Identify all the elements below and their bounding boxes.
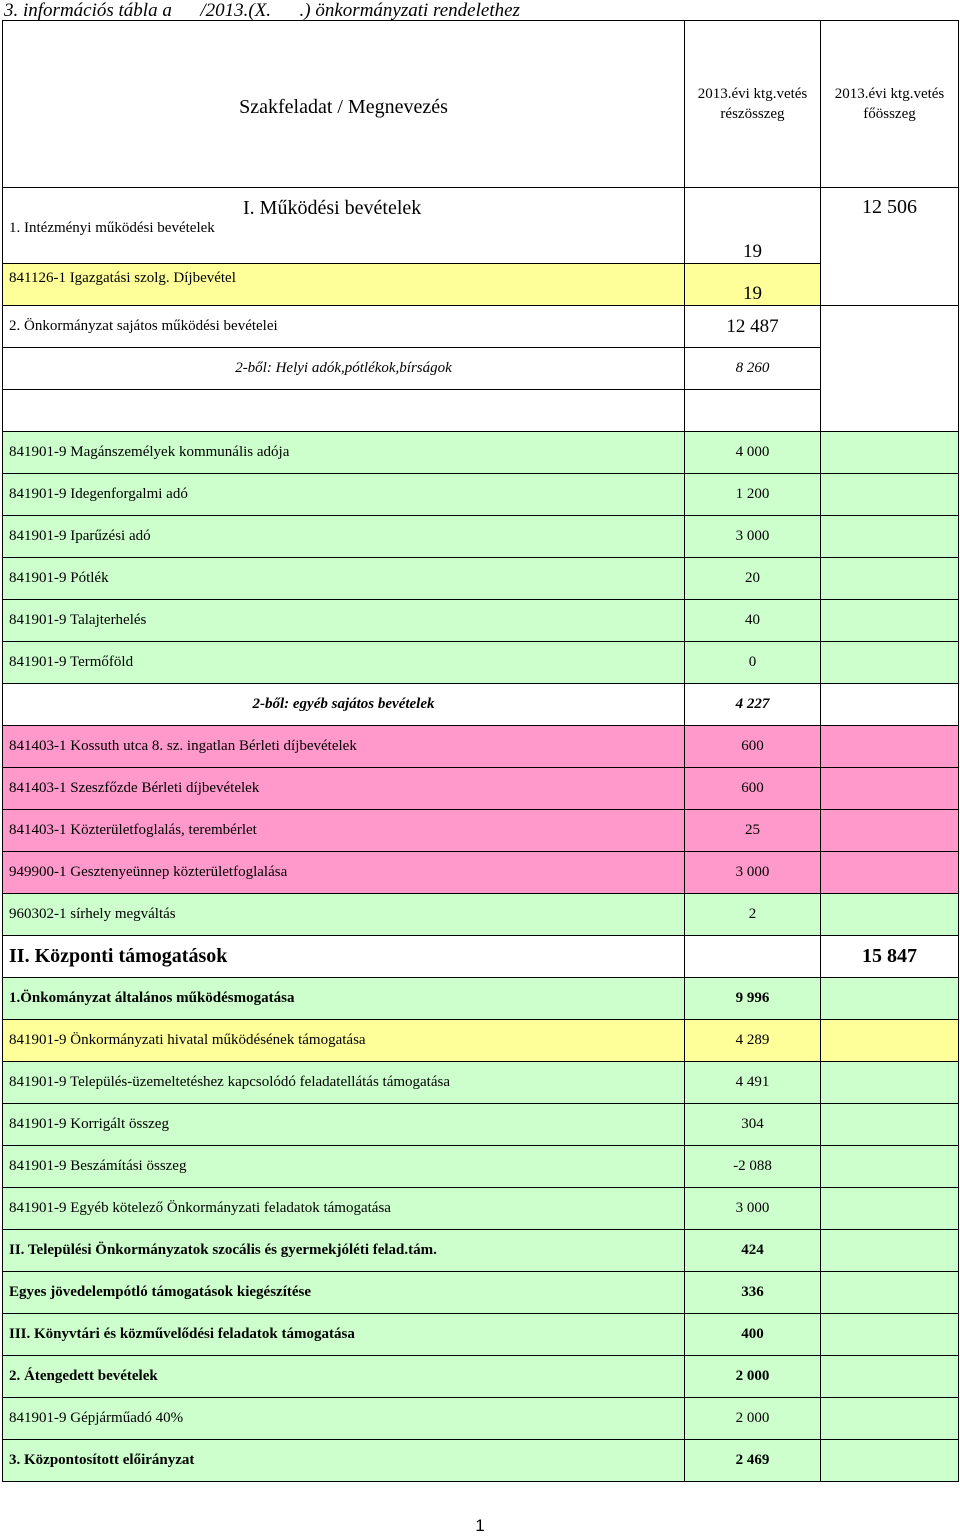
table-row xyxy=(3,1104,959,1146)
budget-table xyxy=(2,20,959,1482)
other-label: 841403-1 Szeszfőzde Bérleti díjbevételek xyxy=(3,768,685,810)
tax-value: 0 xyxy=(685,642,821,684)
other-value: 600 xyxy=(685,768,821,810)
sub2-label: 2-ből: egyéb sajátos bevételek xyxy=(3,684,685,726)
document-title: 3. információs tábla a /2013.(X. .) önkormányzati rendelethez xyxy=(4,0,520,21)
bold-value: 400 xyxy=(685,1314,821,1356)
section2-total: 15 847 xyxy=(821,936,959,978)
bold-label: III. Könyvtári és közművelődési feladatok támogatása xyxy=(3,1314,685,1356)
other-label: 841403-1 Közterületfoglalás, terembérlet xyxy=(3,810,685,852)
support-group-row xyxy=(3,978,959,1020)
tax-label: 841901-9 Termőföld xyxy=(3,642,685,684)
col3-cell xyxy=(821,894,959,936)
support-label: 841901-9 Beszámítási összeg xyxy=(3,1146,685,1188)
col3-cell xyxy=(821,1062,959,1104)
section1-row xyxy=(3,188,959,220)
support-yellow-label: 841901-9 Önkormányzati hivatal működésének támogatása xyxy=(3,1020,685,1062)
col3-cell xyxy=(821,432,959,474)
table-row xyxy=(3,600,959,642)
blank-row xyxy=(3,390,959,432)
tax-value: 40 xyxy=(685,600,821,642)
group1-value: 19 xyxy=(685,220,821,264)
tax-value: 4 000 xyxy=(685,432,821,474)
section1-title: I. Működési bevételek xyxy=(3,188,685,220)
page-number: 1 xyxy=(475,1516,485,1535)
section2-row xyxy=(3,936,959,978)
sub1-label: 2-ből: Helyi adók,pótlékok,bírságok xyxy=(3,348,685,390)
other-label: 841403-1 Kossuth utca 8. sz. ingatlan Bérleti díjbevételek xyxy=(3,726,685,768)
col3-cell xyxy=(821,474,959,516)
other-label: 960302-1 sírhely megváltás xyxy=(3,894,685,936)
last-row xyxy=(3,1440,959,1482)
table-row xyxy=(3,642,959,684)
section2-title: II. Központi támogatások xyxy=(3,936,685,978)
table-row xyxy=(3,852,959,894)
sub1-value: 8 260 xyxy=(685,348,821,390)
col3-cell xyxy=(821,684,959,726)
support-label: 841901-9 Egyéb kötelező Önkormányzati feladatok támogatása xyxy=(3,1188,685,1230)
sub1-row xyxy=(3,348,959,390)
table-row xyxy=(3,474,959,516)
col3-cell xyxy=(821,1146,959,1188)
col3-cell xyxy=(821,1020,959,1062)
col3-cell xyxy=(821,516,959,558)
col3-cell xyxy=(821,978,959,1020)
last-label: 3. Központosított előirányzat xyxy=(3,1440,685,1482)
bold-value: 2 000 xyxy=(685,1356,821,1398)
table-row xyxy=(3,1188,959,1230)
gepjarmu-row xyxy=(3,1398,959,1440)
table-row xyxy=(3,558,959,600)
support-group-label: 1.Önkományzat általános működésmogatása xyxy=(3,978,685,1020)
col3-cell xyxy=(821,1272,959,1314)
group1-item-value: 19 xyxy=(685,264,821,306)
tax-value: 1 200 xyxy=(685,474,821,516)
tax-label: 841901-9 Idegenforgalmi adó xyxy=(3,474,685,516)
bold-value: 424 xyxy=(685,1230,821,1272)
group1-item-label: 841126-1 Igazgatási szolg. Díjbevétel xyxy=(3,264,685,306)
sub2-row xyxy=(3,684,959,726)
col3-cell xyxy=(821,810,959,852)
tax-value: 20 xyxy=(685,558,821,600)
table-row xyxy=(3,810,959,852)
table-row xyxy=(3,1230,959,1272)
other-value: 2 xyxy=(685,894,821,936)
tax-label: 841901-9 Magánszemélyek kommunális adója xyxy=(3,432,685,474)
col3-cell xyxy=(821,642,959,684)
col3-cell xyxy=(821,1230,959,1272)
table-row xyxy=(3,726,959,768)
table-row xyxy=(3,768,959,810)
col3-cell xyxy=(821,1314,959,1356)
section1-total: 12 506 xyxy=(821,188,959,306)
col3-empty-1 xyxy=(821,306,959,432)
table-row xyxy=(3,432,959,474)
header-reszosszeg: 2013.évi ktg.vetés részösszeg xyxy=(685,21,821,188)
table-row xyxy=(3,516,959,558)
support-value: 304 xyxy=(685,1104,821,1146)
col3-cell xyxy=(821,1188,959,1230)
col3-cell xyxy=(821,600,959,642)
other-value: 600 xyxy=(685,726,821,768)
col3-cell xyxy=(821,768,959,810)
group2-value: 12 487 xyxy=(685,306,821,348)
col3-cell xyxy=(821,1398,959,1440)
group2-row xyxy=(3,306,959,348)
header-megnevezes: Szakfeladat / Megnevezés xyxy=(3,21,685,188)
support-value: -2 088 xyxy=(685,1146,821,1188)
last-value: 2 469 xyxy=(685,1440,821,1482)
table-row xyxy=(3,1146,959,1188)
support-group-value: 9 996 xyxy=(685,978,821,1020)
header-foosszeg: 2013.évi ktg.vetés főösszeg xyxy=(821,21,959,188)
section2-empty xyxy=(685,936,821,978)
tax-label: 841901-9 Iparűzési adó xyxy=(3,516,685,558)
gepjarmu-value: 2 000 xyxy=(685,1398,821,1440)
table-row xyxy=(3,894,959,936)
table-row xyxy=(3,1356,959,1398)
blank-cell-1 xyxy=(3,390,685,432)
support-label: 841901-9 Korrigált összeg xyxy=(3,1104,685,1146)
group1-row xyxy=(3,220,959,264)
other-value: 25 xyxy=(685,810,821,852)
support-yellow-row xyxy=(3,1020,959,1062)
support-label: 841901-9 Település-üzemeltetéshez kapcsolódó feladatellátás támogatása xyxy=(3,1062,685,1104)
blank-cell-2 xyxy=(685,390,821,432)
col3-cell xyxy=(821,726,959,768)
bold-label: Egyes jövedelempótló támogatások kiegészítése xyxy=(3,1272,685,1314)
group2-label: 2. Önkormányzat sajátos működési bevételei xyxy=(3,306,685,348)
group1-label: 1. Intézményi működési bevételek xyxy=(3,220,685,264)
col3-cell xyxy=(821,1104,959,1146)
col3-cell xyxy=(821,558,959,600)
other-value: 3 000 xyxy=(685,852,821,894)
table-row xyxy=(3,1062,959,1104)
header-row xyxy=(3,21,959,188)
tax-value: 3 000 xyxy=(685,516,821,558)
col3-cell xyxy=(821,1356,959,1398)
bold-value: 336 xyxy=(685,1272,821,1314)
table-row xyxy=(3,1272,959,1314)
table-row xyxy=(3,1314,959,1356)
tax-label: 841901-9 Pótlék xyxy=(3,558,685,600)
tax-label: 841901-9 Talajterhelés xyxy=(3,600,685,642)
col3-cell xyxy=(821,1440,959,1482)
section1-empty xyxy=(685,188,821,220)
col3-cell xyxy=(821,852,959,894)
support-yellow-value: 4 289 xyxy=(685,1020,821,1062)
other-label: 949900-1 Gesztenyeünnep közterületfoglalása xyxy=(3,852,685,894)
bold-label: II. Települési Önkormányzatok szocális és gyermekjóléti felad.tám. xyxy=(3,1230,685,1272)
gepjarmu-label: 841901-9 Gépjárműadó 40% xyxy=(3,1398,685,1440)
bold-label: 2. Átengedett bevételek xyxy=(3,1356,685,1398)
sub2-value: 4 227 xyxy=(685,684,821,726)
support-value: 3 000 xyxy=(685,1188,821,1230)
group1-item-row xyxy=(3,264,959,306)
support-value: 4 491 xyxy=(685,1062,821,1104)
